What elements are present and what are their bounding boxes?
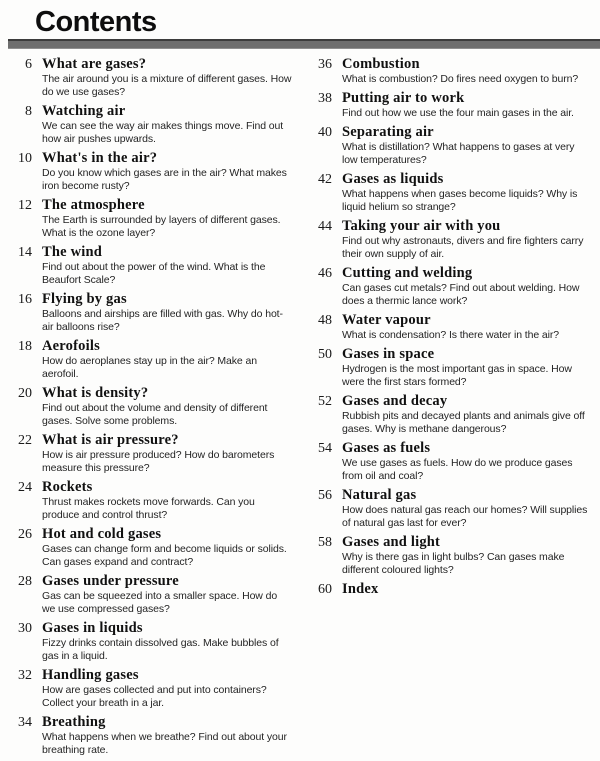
entry-page-number: 42 (318, 172, 332, 187)
entry-body (342, 440, 592, 483)
entry-page-number: 6 (25, 57, 32, 72)
toc-entry (0, 432, 294, 475)
entry-chapter-title: Gases as fuels (342, 440, 431, 456)
entry-chapter-title: Natural gas (342, 487, 417, 503)
entry-body (42, 150, 292, 193)
entry-body (342, 218, 592, 261)
toc-right-column (300, 56, 594, 761)
entry-body (342, 487, 592, 530)
entry-page-number: 20 (18, 386, 32, 401)
entry-page-number: 32 (18, 668, 32, 683)
entry-chapter-title: Hot and cold gases (42, 526, 162, 542)
entry-chapter-description: What happens when we breathe? Find out about your breathing rate. (42, 731, 287, 756)
entry-page-number: 18 (18, 339, 32, 354)
toc-entry (300, 171, 594, 214)
entry-chapter-title: What's in the air? (42, 150, 158, 166)
toc-entry (300, 124, 594, 167)
entry-page-number: 22 (18, 433, 32, 448)
entry-body (342, 581, 592, 598)
toc-entry (0, 338, 294, 381)
entry-body (42, 432, 292, 475)
entry-body (42, 385, 292, 428)
entry-chapter-description: Thrust makes rockets move forwards. Can you produce and control thrust? (42, 496, 255, 521)
entry-chapter-description: Find out how we use the four main gases in the air. (342, 107, 574, 119)
entry-page-number: 10 (18, 151, 32, 166)
entry-chapter-description: The Earth is surrounded by layers of different gases. What is the ozone layer? (42, 214, 281, 239)
entry-chapter-description: The air around you is a mixture of different gases. How do we use gases? (42, 73, 292, 98)
toc-entry (0, 526, 294, 569)
entry-page-number: 34 (18, 715, 32, 730)
entry-body (342, 56, 592, 86)
entry-page-number: 50 (318, 347, 332, 362)
entry-chapter-description: What is distillation? What happens to gases at very low temperatures? (342, 141, 575, 166)
entry-chapter-title: Separating air (342, 124, 434, 140)
entry-chapter-title: Breathing (42, 714, 106, 730)
entry-chapter-title: Water vapour (342, 312, 431, 328)
toc-entry (0, 56, 294, 99)
entry-chapter-description: Why is there gas in light bulbs? Can gases make different coloured lights? (342, 551, 565, 576)
entry-chapter-title: Flying by gas (42, 291, 127, 307)
entry-body (342, 171, 592, 214)
entry-body (42, 244, 292, 287)
entry-chapter-description: Can gases cut metals? Find out about welding. How does a thermic lance work? (342, 282, 580, 307)
entry-page-number: 36 (318, 57, 332, 72)
entry-chapter-title: Taking your air with you (342, 218, 501, 234)
page-title: Contents (35, 6, 157, 38)
entry-chapter-title: Cutting and welding (342, 265, 473, 281)
toc-entry (0, 103, 294, 146)
entry-body (342, 124, 592, 167)
entry-chapter-description: Gases can change form and become liquids or solids. Can gases expand and contract? (42, 543, 287, 568)
entry-chapter-title: Watching air (42, 103, 126, 119)
entry-chapter-title: The wind (42, 244, 103, 260)
entry-chapter-title: Aerofoils (42, 338, 100, 354)
toc-entry (0, 197, 294, 240)
entry-body (42, 526, 292, 569)
toc-entry (300, 218, 594, 261)
entry-page-number: 38 (318, 91, 332, 106)
entry-chapter-title: Gases under pressure (42, 573, 179, 589)
entry-page-number: 30 (18, 621, 32, 636)
entry-chapter-description: Hydrogen is the most important gas in space. How were the first stars formed? (342, 363, 572, 388)
entry-chapter-title: Gases in space (342, 346, 435, 362)
entry-chapter-description: What is combustion? Do fires need oxygen to burn? (342, 73, 579, 85)
toc-entry (0, 714, 294, 757)
toc-entry (0, 479, 294, 522)
entry-chapter-title: Gases and decay (342, 393, 448, 409)
entry-page-number: 12 (18, 198, 32, 213)
entry-page-number: 56 (318, 488, 332, 503)
entry-chapter-title: What are gases? (42, 56, 147, 72)
entry-chapter-description: We use gases as fuels. How do we produce gases from oil and coal? (342, 457, 573, 482)
entry-body (42, 103, 292, 146)
entry-chapter-title: What is air pressure? (42, 432, 179, 448)
entry-page-number: 54 (318, 441, 332, 456)
toc-entry (300, 581, 594, 598)
entry-page-number: 24 (18, 480, 32, 495)
entry-body (42, 479, 292, 522)
entry-body (42, 338, 292, 381)
entry-body (342, 265, 592, 308)
entry-page-number: 14 (18, 245, 32, 260)
entry-body (342, 90, 592, 120)
entry-body (342, 393, 592, 436)
entry-chapter-description: Do you know which gases are in the air? What makes iron become rusty? (42, 167, 287, 192)
entry-body (42, 291, 292, 334)
toc-entry (300, 56, 594, 86)
title-divider-rule (8, 39, 600, 49)
entry-chapter-description: Find out about the power of the wind. What is the Beaufort Scale? (42, 261, 266, 286)
toc-entry (300, 346, 594, 389)
entry-body (42, 714, 292, 757)
entry-body (42, 620, 292, 663)
entry-chapter-description: Find out why astronauts, divers and fire fighters carry their own supply of air. (342, 235, 584, 260)
entry-page-number: 46 (318, 266, 332, 281)
toc-entry (0, 620, 294, 663)
table-of-contents (0, 49, 600, 761)
toc-entry (0, 291, 294, 334)
entry-chapter-description: We can see the way air makes things move. Find out how air pushes upwards. (42, 120, 284, 145)
toc-entry (300, 393, 594, 436)
entry-chapter-title: Combustion (342, 56, 420, 72)
entry-chapter-title: Index (342, 581, 379, 597)
entry-page-number: 28 (18, 574, 32, 589)
entry-body (42, 573, 292, 616)
entry-chapter-title: Handling gases (42, 667, 139, 683)
entry-page-number: 40 (318, 125, 332, 140)
entry-chapter-title: The atmosphere (42, 197, 145, 213)
entry-chapter-title: Putting air to work (342, 90, 465, 106)
entry-page-number: 16 (18, 292, 32, 307)
toc-entry (300, 312, 594, 342)
entry-chapter-title: Gases and light (342, 534, 441, 550)
entry-chapter-description: What is condensation? Is there water in the air? (342, 329, 559, 341)
entry-body (42, 667, 292, 710)
entry-chapter-description: How are gases collected and put into containers? Collect your breath in a jar. (42, 684, 267, 709)
toc-entry (300, 487, 594, 530)
toc-entry (300, 440, 594, 483)
entry-body (342, 312, 592, 342)
entry-chapter-description: Rubbish pits and decayed plants and animals give off gases. Why is methane dangerous? (342, 410, 585, 435)
entry-chapter-description: Balloons and airships are filled with gas. Why do hot-air balloons rise? (42, 308, 283, 333)
entry-chapter-description: How is air pressure produced? How do barometers measure this pressure? (42, 449, 275, 474)
entry-chapter-description: How does natural gas reach our homes? Will supplies of natural gas last for ever? (342, 504, 588, 529)
entry-page-number: 60 (318, 582, 332, 597)
entry-chapter-title: Gases as liquids (342, 171, 444, 187)
toc-entry (300, 265, 594, 308)
entry-chapter-description: Find out about the volume and density of different gases. Solve some problems. (42, 402, 268, 427)
toc-entry (0, 667, 294, 710)
entry-page-number: 58 (318, 535, 332, 550)
toc-entry (300, 534, 594, 577)
entry-body (42, 197, 292, 240)
entry-page-number: 48 (318, 313, 332, 328)
entry-body (342, 346, 592, 389)
entry-chapter-title: What is density? (42, 385, 149, 401)
entry-page-number: 8 (25, 104, 32, 119)
entry-body (42, 56, 292, 99)
toc-entry (0, 244, 294, 287)
entry-page-number: 26 (18, 527, 32, 542)
entry-body (342, 534, 592, 577)
entry-page-number: 52 (318, 394, 332, 409)
toc-entry (300, 90, 594, 120)
toc-entry (0, 385, 294, 428)
entry-chapter-description: What happens when gases become liquids? Why is liquid helium so strange? (342, 188, 578, 213)
entry-chapter-description: How do aeroplanes stay up in the air? Make an aerofoil. (42, 355, 257, 380)
toc-entry (0, 150, 294, 193)
entry-chapter-description: Fizzy drinks contain dissolved gas. Make bubbles of gas in a liquid. (42, 637, 279, 662)
entry-chapter-title: Rockets (42, 479, 93, 495)
entry-chapter-title: Gases in liquids (42, 620, 143, 636)
entry-page-number: 44 (318, 219, 332, 234)
entry-chapter-description: Gas can be squeezed into a smaller space. How do we use compressed gases? (42, 590, 278, 615)
toc-entry (0, 573, 294, 616)
toc-left-column (0, 56, 294, 761)
